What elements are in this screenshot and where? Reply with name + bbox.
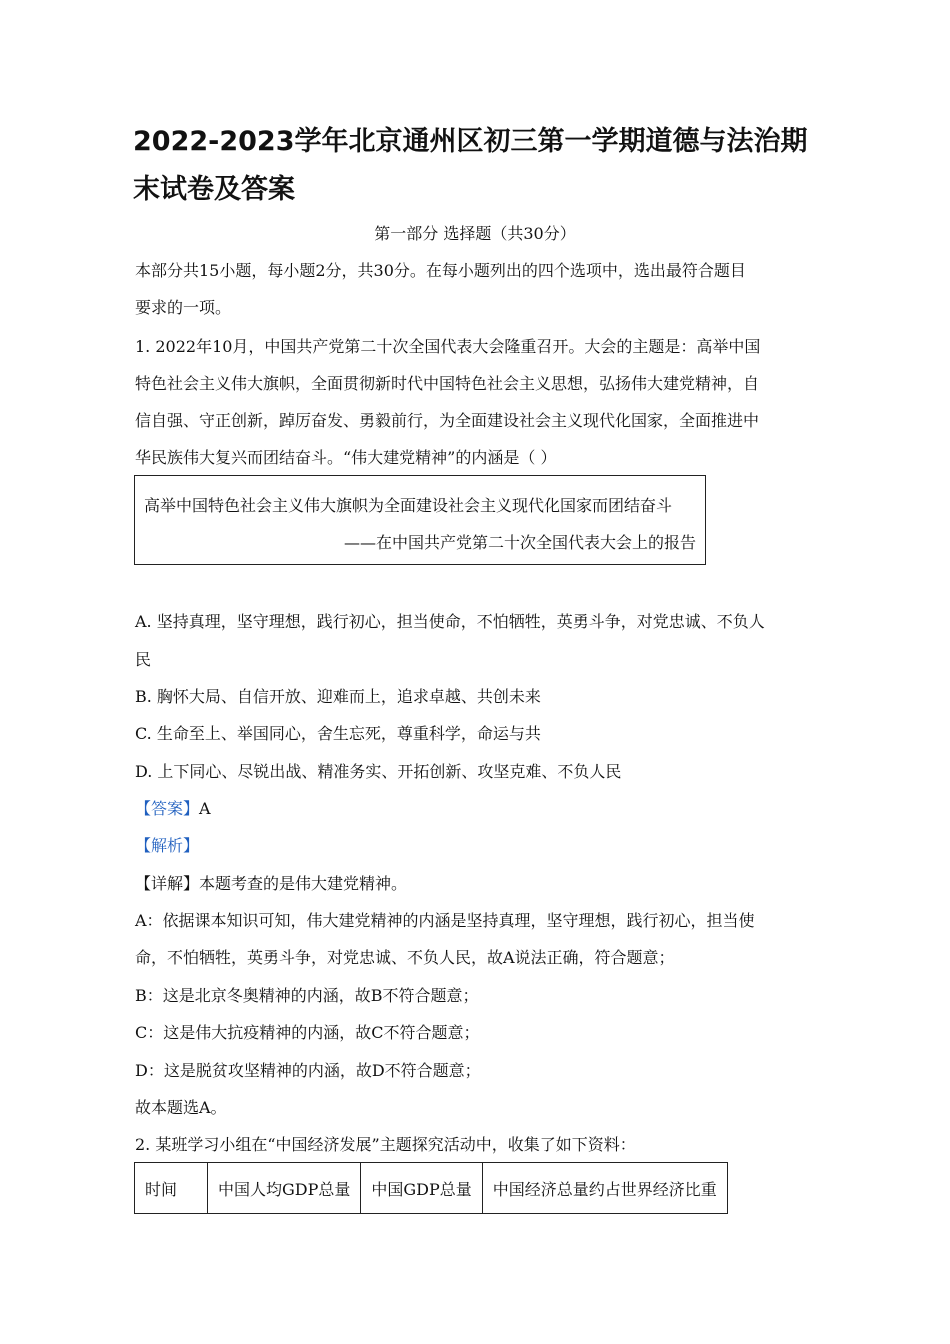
document-title: 2022-2023学年北京通州区初三第一学期道德与法治期末试卷及答案 bbox=[133, 126, 808, 205]
q1-detail-line-3: 命，不怕牺牲，英勇斗争，对党忠诚、不负人民，故A说法正确，符合题意； bbox=[135, 948, 675, 967]
q1-stem-line-1: 1. 2022年10月，中国共产党第二十次全国代表大会隆重召开。大会的主题是：高举中国 bbox=[135, 337, 761, 356]
q1-stem-line-4: 华民族伟大复兴而团结奋斗。“伟大建党精神”的内涵是（ ） bbox=[135, 448, 557, 467]
table-header-cell: 中国GDP总量 bbox=[361, 1163, 482, 1214]
q1-quote-text: 高举中国特色社会主义伟大旗帜为全面建设社会主义现代化国家而团结奋斗 bbox=[144, 496, 673, 515]
q1-option-a: A. 坚持真理，坚守理想，践行初心，担当使命，不怕牺牲，英勇斗争，对党忠诚、不负人 bbox=[135, 612, 765, 631]
section-heading: 第一部分 选择题（共30分） bbox=[374, 224, 576, 243]
q1-quote-source: ——在中国共产党第二十次全国代表大会上的报告 bbox=[343, 533, 696, 552]
q1-stem-line-3: 信自强、守正创新，踔厉奋发、勇毅前行，为全面建设社会主义现代化国家，全面推进中 bbox=[135, 411, 760, 430]
table-header-cell: 时间 bbox=[135, 1163, 208, 1214]
q2-stem: 2. 某班学习小组在“中国经济发展”主题探究活动中，收集了如下资料： bbox=[135, 1135, 636, 1154]
q1-detail-line-4: B：这是北京冬奥精神的内涵，故B不符合题意； bbox=[135, 986, 479, 1005]
analysis-tag: 【解析】 bbox=[135, 836, 200, 855]
q1-detail-line-5: C：这是伟大抗疫精神的内涵，故C不符合题意； bbox=[135, 1023, 480, 1042]
answer-value: A bbox=[199, 799, 211, 818]
q1-detail-line-7: 故本题选A。 bbox=[135, 1098, 227, 1117]
q1-option-a-cont: 民 bbox=[135, 650, 152, 669]
q1-option-b: B. 胸怀大局、自信开放、迎难而上，追求卓越、共创未来 bbox=[135, 687, 541, 706]
q1-detail-line-6: D：这是脱贫攻坚精神的内涵，故D不符合题意； bbox=[135, 1061, 481, 1080]
q1-option-c: C. 生命至上、举国同心，舍生忘死，尊重科学，命运与共 bbox=[135, 724, 541, 743]
instructions-line-1: 本部分共15小题，每小题2分，共30分。在每小题列出的四个选项中，选出最符合题目 bbox=[135, 261, 746, 280]
q1-answer bbox=[135, 799, 211, 819]
q1-detail-line-1: 【详解】本题考查的是伟大建党精神。 bbox=[135, 874, 408, 893]
q1-quote-box bbox=[134, 475, 706, 565]
table-header-cell: 中国经济总量约占世界经济比重 bbox=[482, 1163, 727, 1214]
table-header-row bbox=[135, 1163, 728, 1214]
q2-data-table bbox=[134, 1162, 728, 1214]
q1-option-d: D. 上下同心、尽锐出战、精准务实、开拓创新、攻坚克难、不负人民 bbox=[135, 762, 622, 781]
q1-stem-line-2: 特色社会主义伟大旗帜，全面贯彻新时代中国特色社会主义思想，弘扬伟大建党精神，自 bbox=[135, 374, 760, 393]
q1-detail-line-2: A：依据课本知识可知，伟大建党精神的内涵是坚持真理，坚守理想，践行初心，担当使 bbox=[135, 911, 755, 930]
instructions-line-2: 要求的一项。 bbox=[135, 298, 232, 317]
table-header-cell: 中国人均GDP总量 bbox=[208, 1163, 361, 1214]
answer-tag: 【答案】 bbox=[135, 799, 200, 818]
